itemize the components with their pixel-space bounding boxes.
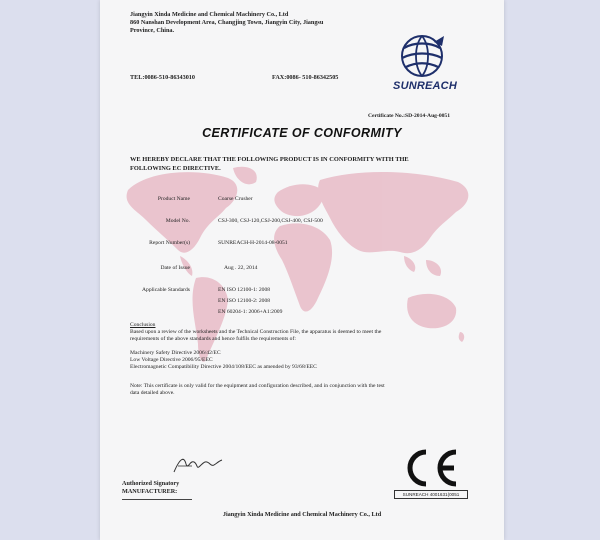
conclusion-heading: Conclusion — [130, 322, 156, 328]
certificate-number: Certificate No.:SD-2014-Aug-0051 — [368, 113, 451, 119]
model-no-value: CSJ-300, CSJ-120,CSJ-200,CSJ-400, CSJ-500 — [218, 218, 323, 224]
note-line2: data detailed above. — [130, 390, 175, 396]
date-of-issue-value: Aug . 22, 2014 — [224, 265, 258, 271]
signature-divider — [122, 499, 192, 500]
standard-item: EN ISO 12100-1: 2008 — [218, 287, 271, 293]
note-line1: Note: This certificate is only valid for the equipment and configuration described, and in conjunction with the test — [130, 383, 385, 389]
declaration-line2: FOLLOWING EC DIRECTIVE. — [130, 165, 221, 172]
directive-item: Low Voltage Directive 2006/95/EEC — [130, 357, 213, 363]
model-no-label: Model No. — [165, 218, 190, 224]
date-of-issue-label: Date of Issue — [160, 265, 190, 271]
authorized-signatory-label: Authorized Signatory — [122, 480, 180, 487]
product-name-value: Coarse Crusher — [218, 196, 253, 202]
brand-logo-text: SUNREACH — [393, 80, 457, 92]
conclusion-text-line2: requirements of the above standards and hence fulfils the requirements of: — [130, 336, 296, 342]
manufacturer-label: MANUFACTURER: — [122, 488, 178, 495]
ce-registration-box: SUNREACH 4001631(0051 — [394, 490, 468, 499]
signature-icon — [170, 452, 226, 476]
certificate-title: CERTIFICATE OF CONFORMITY — [202, 126, 402, 140]
standard-item: EN 60204-1: 2006+A1:2009 — [218, 309, 283, 315]
certificate-page — [100, 0, 504, 540]
standard-item: EN ISO 12100-2: 2008 — [218, 298, 271, 304]
declaration-line1: WE HEREBY DECLARE THAT THE FOLLOWING PRODUCT IS IN CONFORMITY WITH THE — [130, 156, 409, 163]
product-name-label: Product Name — [157, 196, 190, 202]
company-address-line1: 860 Nanshan Development Area, Changjing Town, Jiangyin City, Jiangsu — [130, 19, 324, 26]
ce-mark-icon — [398, 446, 462, 490]
report-number-label: Report Number(s) — [149, 240, 190, 246]
applicable-standards-label: Applicable Standards — [141, 287, 190, 293]
directive-item: Electromagnetic Compatibility Directive 2004/108/EEC as amended by 93/68/EEC — [130, 364, 317, 370]
company-name: Jiangyin Xinda Medicine and Chemical Machinery Co., Ltd — [130, 11, 289, 18]
report-number-value: SUNREACH-H-2014-08-0051 — [218, 240, 288, 246]
footer-company-name: Jiangyin Xinda Medicine and Chemical Machinery Co., Ltd — [222, 511, 382, 518]
conclusion-text-line1: Based upon a review of the worksheets and the Technical Construction File, the apparatus is deemed to meet the — [130, 329, 382, 335]
company-tel: TEL:0086-510-86343010 — [130, 74, 195, 81]
company-fax: FAX:0086- 510-86342505 — [272, 74, 339, 81]
directive-item: Machinery Safety Directive 2006/42/EC — [130, 350, 221, 356]
company-address-line2: Province, China. — [130, 27, 175, 34]
